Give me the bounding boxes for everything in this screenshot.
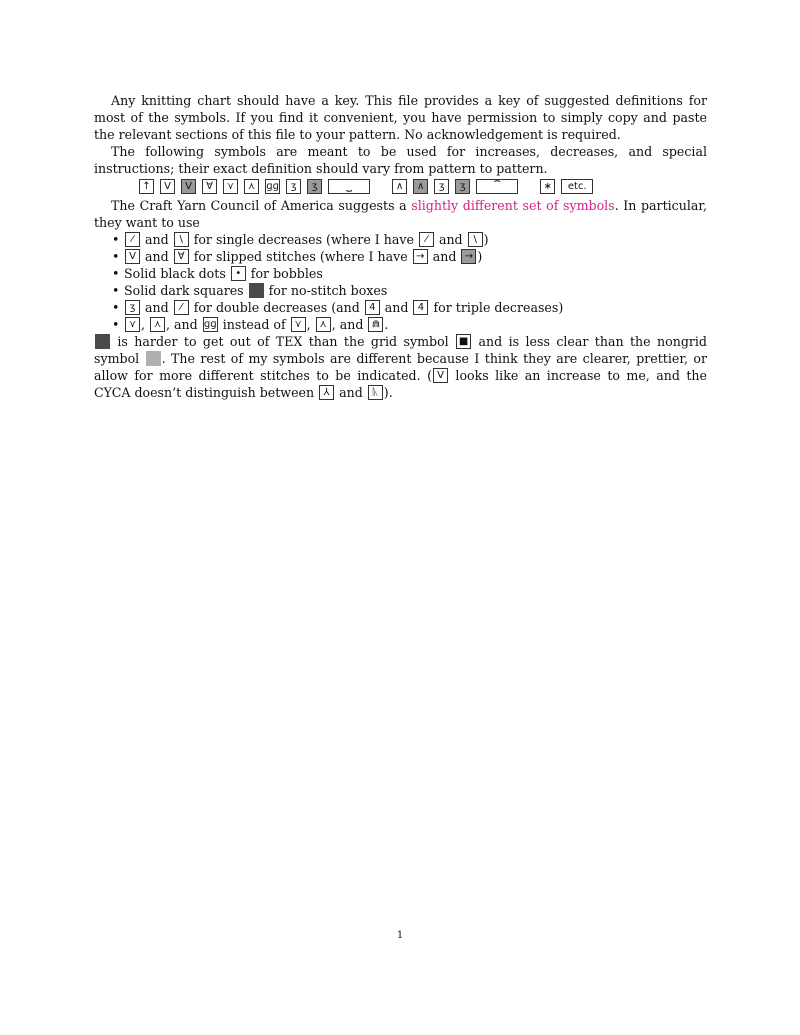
cyca-paragraph: The Craft Yarn Council of America suggests a slightly different set of symbols. In particular, they want to use	[94, 198, 707, 230]
symbol-box: ⋎	[223, 179, 238, 194]
no-stitch-box	[249, 283, 264, 298]
cyca-list	[94, 231, 707, 333]
list-item: • Solid dark squares for no-stitch boxes	[124, 282, 707, 299]
symbol-box: ∧	[413, 179, 428, 194]
list-item: • ʒ and ⁄ for double decreases (and 4 and 4 for triple decreases)	[124, 299, 707, 316]
brace-symbol-box: ⏟	[328, 179, 370, 194]
symbol-box: ᚣ	[368, 385, 383, 400]
symbol-box: V	[181, 179, 196, 194]
symbol-box: ∗	[540, 179, 555, 194]
page-number: 1	[396, 930, 404, 941]
symbol-box: V	[433, 368, 448, 383]
list-item: • Solid black dots • for bobbles	[124, 265, 707, 282]
symbol-box: ɡɡ	[266, 181, 279, 192]
etc-box: etc.	[561, 179, 593, 194]
document-page	[94, 92, 707, 401]
nongrid-light-square	[146, 351, 161, 366]
symbol-row	[94, 178, 707, 196]
symbol-box: ʒ	[434, 179, 449, 194]
brace-symbol-box: ⏞	[476, 179, 518, 194]
symbol-box: ↑	[139, 179, 154, 194]
closing-paragraph: is harder to get out of TEX than the grid symbol ■ and is less clear than the nongrid symbol . The rest of my symbols are different because I think they are clearer, prettier, or allow for more different stitches to be indicated. ( V looks like an increase to me, and the CYCA doesn’t distinguish between ⅄ and ᚣ ).	[94, 334, 707, 400]
symbol-box: ⅄	[319, 385, 334, 400]
symbol-box: ⋏	[244, 179, 259, 194]
symbol-box: V	[160, 179, 175, 194]
cyca-link[interactable]: slightly different set of symbols	[411, 198, 615, 213]
list-item: • ⋎ , ⋏ , and ɡɡ instead of ⋎ , ⋏ , and ⋒ .	[124, 316, 707, 333]
symbol-box: ʒ	[307, 179, 322, 194]
nongrid-dark-square	[95, 334, 110, 349]
symbol-box: ∧	[392, 179, 407, 194]
symbol-box: ʒ	[455, 179, 470, 194]
grid-symbol-box: ■	[456, 334, 471, 349]
symbol-box: ∀	[202, 179, 217, 194]
following-paragraph: The following symbols are meant to be used for increases, decreases, and special instructions; their exact definition should vary from pattern to pattern.	[94, 144, 707, 176]
symbol-box: ʒ	[286, 179, 301, 194]
list-item: • ⁄ and \ for single decreases (where I have ⁄ and \ )	[124, 231, 707, 248]
list-item: • V and ∀ for slipped stitches (where I have → and → )	[124, 248, 707, 265]
intro-paragraph: Any knitting chart should have a key. This file provides a key of suggested definitions for most of the symbols. If you find it convenient, you have permission to simply copy and paste the relevant sections of this file to your pattern. No acknowledgement is required.	[94, 93, 707, 142]
